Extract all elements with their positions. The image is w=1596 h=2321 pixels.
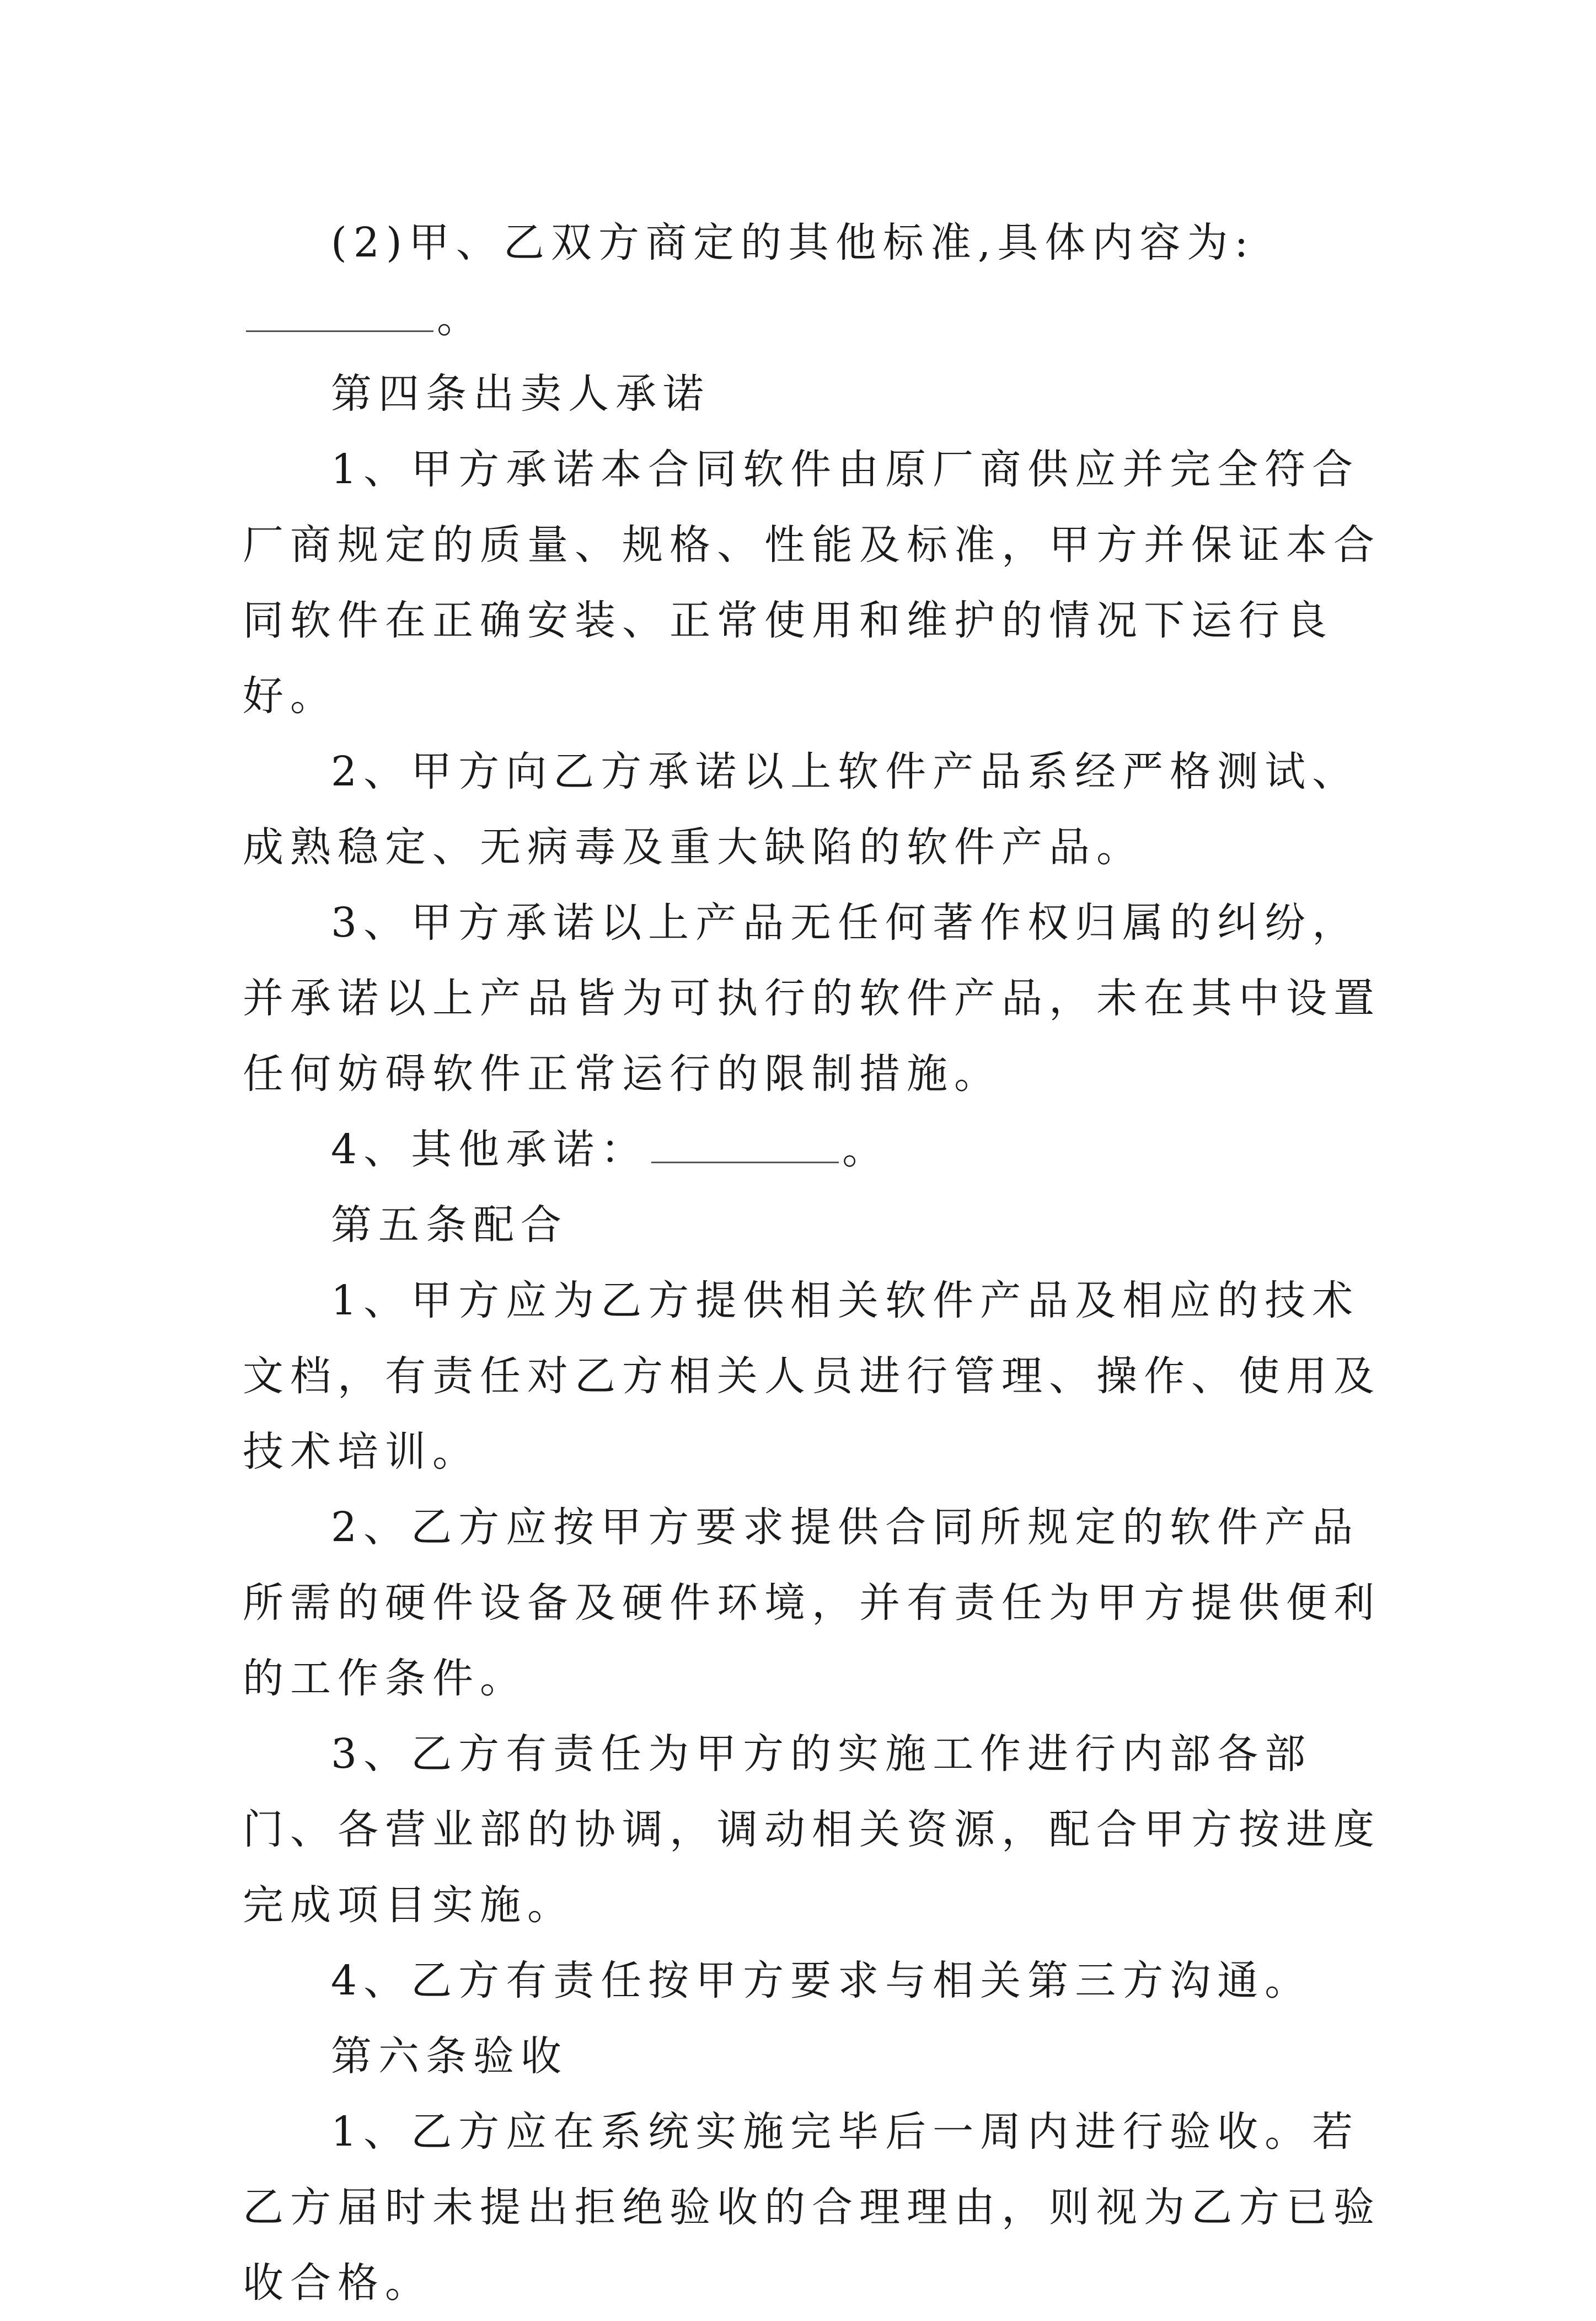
fill-in-blank	[246, 297, 433, 332]
article-5-heading: 第五条配合	[331, 1201, 568, 1249]
article-6-clause-1: 1、乙方应在系统实施完毕后一周内进行验收。若乙方届时未提出拒绝验收的合理理由，则视为乙方已验收合格。	[243, 2108, 1381, 2307]
article-4-heading: 第四条出卖人承诺	[331, 370, 710, 418]
paragraph-text: (2)甲、乙双方商定的其他标准,具体内容为:	[331, 219, 1255, 266]
article-4-clause-4	[243, 1112, 1401, 1188]
article-4-clause-3: 3、甲方承诺以上产品无任何著作权归属的纠纷，并承诺以上产品皆为可执行的软件产品，未在其中设置任何妨碍软件正常运行的限制措施。	[243, 899, 1381, 1098]
article-5-clause-2: 2、乙方应按甲方要求提供合同所规定的软件产品所需的硬件设备及硬件环境，并有责任为甲方提供便利的工作条件。	[243, 1504, 1381, 1702]
article-6-heading: 第六条验收	[331, 2033, 568, 2080]
article-4-clause-2: 2、甲方向乙方承诺以上软件产品系经严格测试、成熟稳定、无病毒及重大缺陷的软件产品。	[243, 748, 1360, 871]
paragraph-other-standards	[243, 205, 1401, 356]
document-body	[243, 205, 1401, 2321]
fill-in-blank	[651, 1129, 839, 1163]
article-5-clause-4: 4、乙方有责任按甲方要求与相关第三方沟通。	[331, 1957, 1313, 2004]
paragraph-end-mark: 。	[842, 1126, 890, 1173]
article-5-clause-1: 1、甲方应为乙方提供相关软件产品及相应的技术文档，有责任对乙方相关人员进行管理、操作、使用及技术培训。	[243, 1277, 1381, 1475]
paragraph-end-mark: 。	[437, 295, 484, 342]
article-5-clause-3: 3、乙方有责任为甲方的实施工作进行内部各部门、各营业部的协调，调动相关资源，配合甲方按进度完成项目实施。	[243, 1730, 1381, 1929]
paragraph-text: 4、其他承诺：	[331, 1126, 649, 1173]
article-4-clause-1: 1、甲方承诺本合同软件由原厂商供应并完全符合厂商规定的质量、规格、性能及标准，甲方并保证本合同软件在正确安装、正常使用和维护的情况下运行良好。	[243, 446, 1381, 720]
